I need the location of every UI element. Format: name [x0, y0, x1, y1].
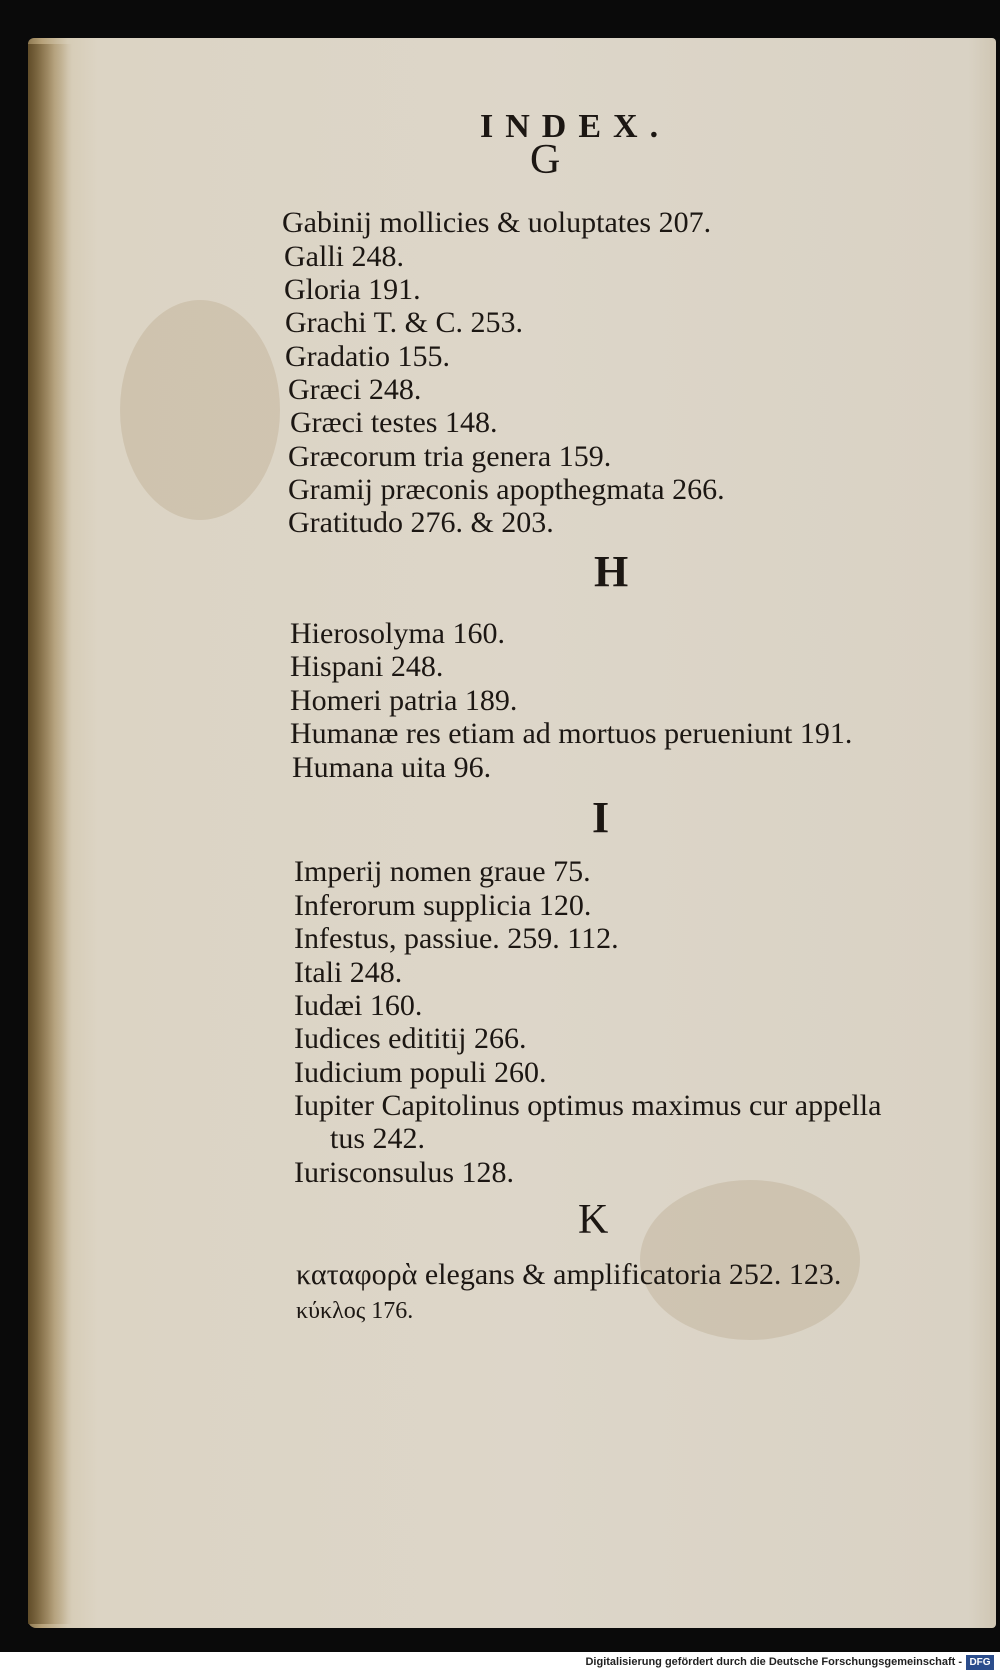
index-entry: Gramij præconis apopthegmata 266. — [288, 473, 725, 506]
index-entry: Galli 248. — [284, 240, 404, 273]
index-entry: κύκλος 176. — [296, 1298, 414, 1324]
index-entry: Græci 248. — [288, 373, 422, 406]
index-entry: Iurisconsulus 128. — [294, 1156, 514, 1189]
index-entry: Iudices edititij 266. — [294, 1022, 527, 1055]
footer-credit: Digitalisierung gefördert durch die Deutsche Forschungsgemeinschaft - — [585, 1656, 962, 1668]
index-entry: Græcorum tria genera 159. — [288, 440, 612, 473]
section-letter-k: K — [578, 1197, 609, 1243]
footer-bar — [0, 1652, 1000, 1675]
index-entry: Hierosolyma 160. — [290, 617, 505, 650]
index-entry: Iudicium populi 260. — [294, 1056, 547, 1089]
index-entry: Gloria 191. — [284, 273, 421, 306]
section-letter-g: G — [530, 137, 561, 183]
index-entry: Inferorum supplicia 120. — [294, 889, 592, 922]
index-entry: Iudæi 160. — [294, 989, 423, 1022]
running-head: INDEX. — [480, 108, 671, 145]
dfg-logo: DFG — [966, 1655, 994, 1670]
index-entry: Itali 248. — [294, 956, 403, 989]
index-entry: Homeri patria 189. — [290, 684, 518, 717]
section-letter-i: I — [592, 793, 610, 842]
index-entry: Gabinij mollicies & uoluptates 207. — [282, 206, 712, 239]
index-entry: Grachi T. & C. 253. — [285, 306, 524, 339]
index-entry: Imperij nomen graue 75. — [294, 855, 591, 888]
index-entry: Iupiter Capitolinus optimus maximus cur appella — [294, 1089, 882, 1122]
index-entry: Græci testes 148. — [290, 406, 498, 439]
index-entry: Humanæ res etiam ad mortuos perueniunt 191. — [290, 717, 853, 750]
index-entry: καταφορὰ elegans & amplificatoria 252. 123. — [296, 1258, 842, 1291]
index-entry: tus 242. — [330, 1122, 426, 1155]
index-entry: Gradatio 155. — [285, 340, 450, 373]
index-entry: Infestus, passiue. 259. 112. — [294, 922, 619, 955]
index-entry: Gratitudo 276. & 203. — [288, 506, 554, 539]
index-entry: Hispani 248. — [290, 650, 444, 683]
index-entry: Humana uita 96. — [292, 751, 492, 784]
section-letter-h: H — [594, 547, 629, 596]
